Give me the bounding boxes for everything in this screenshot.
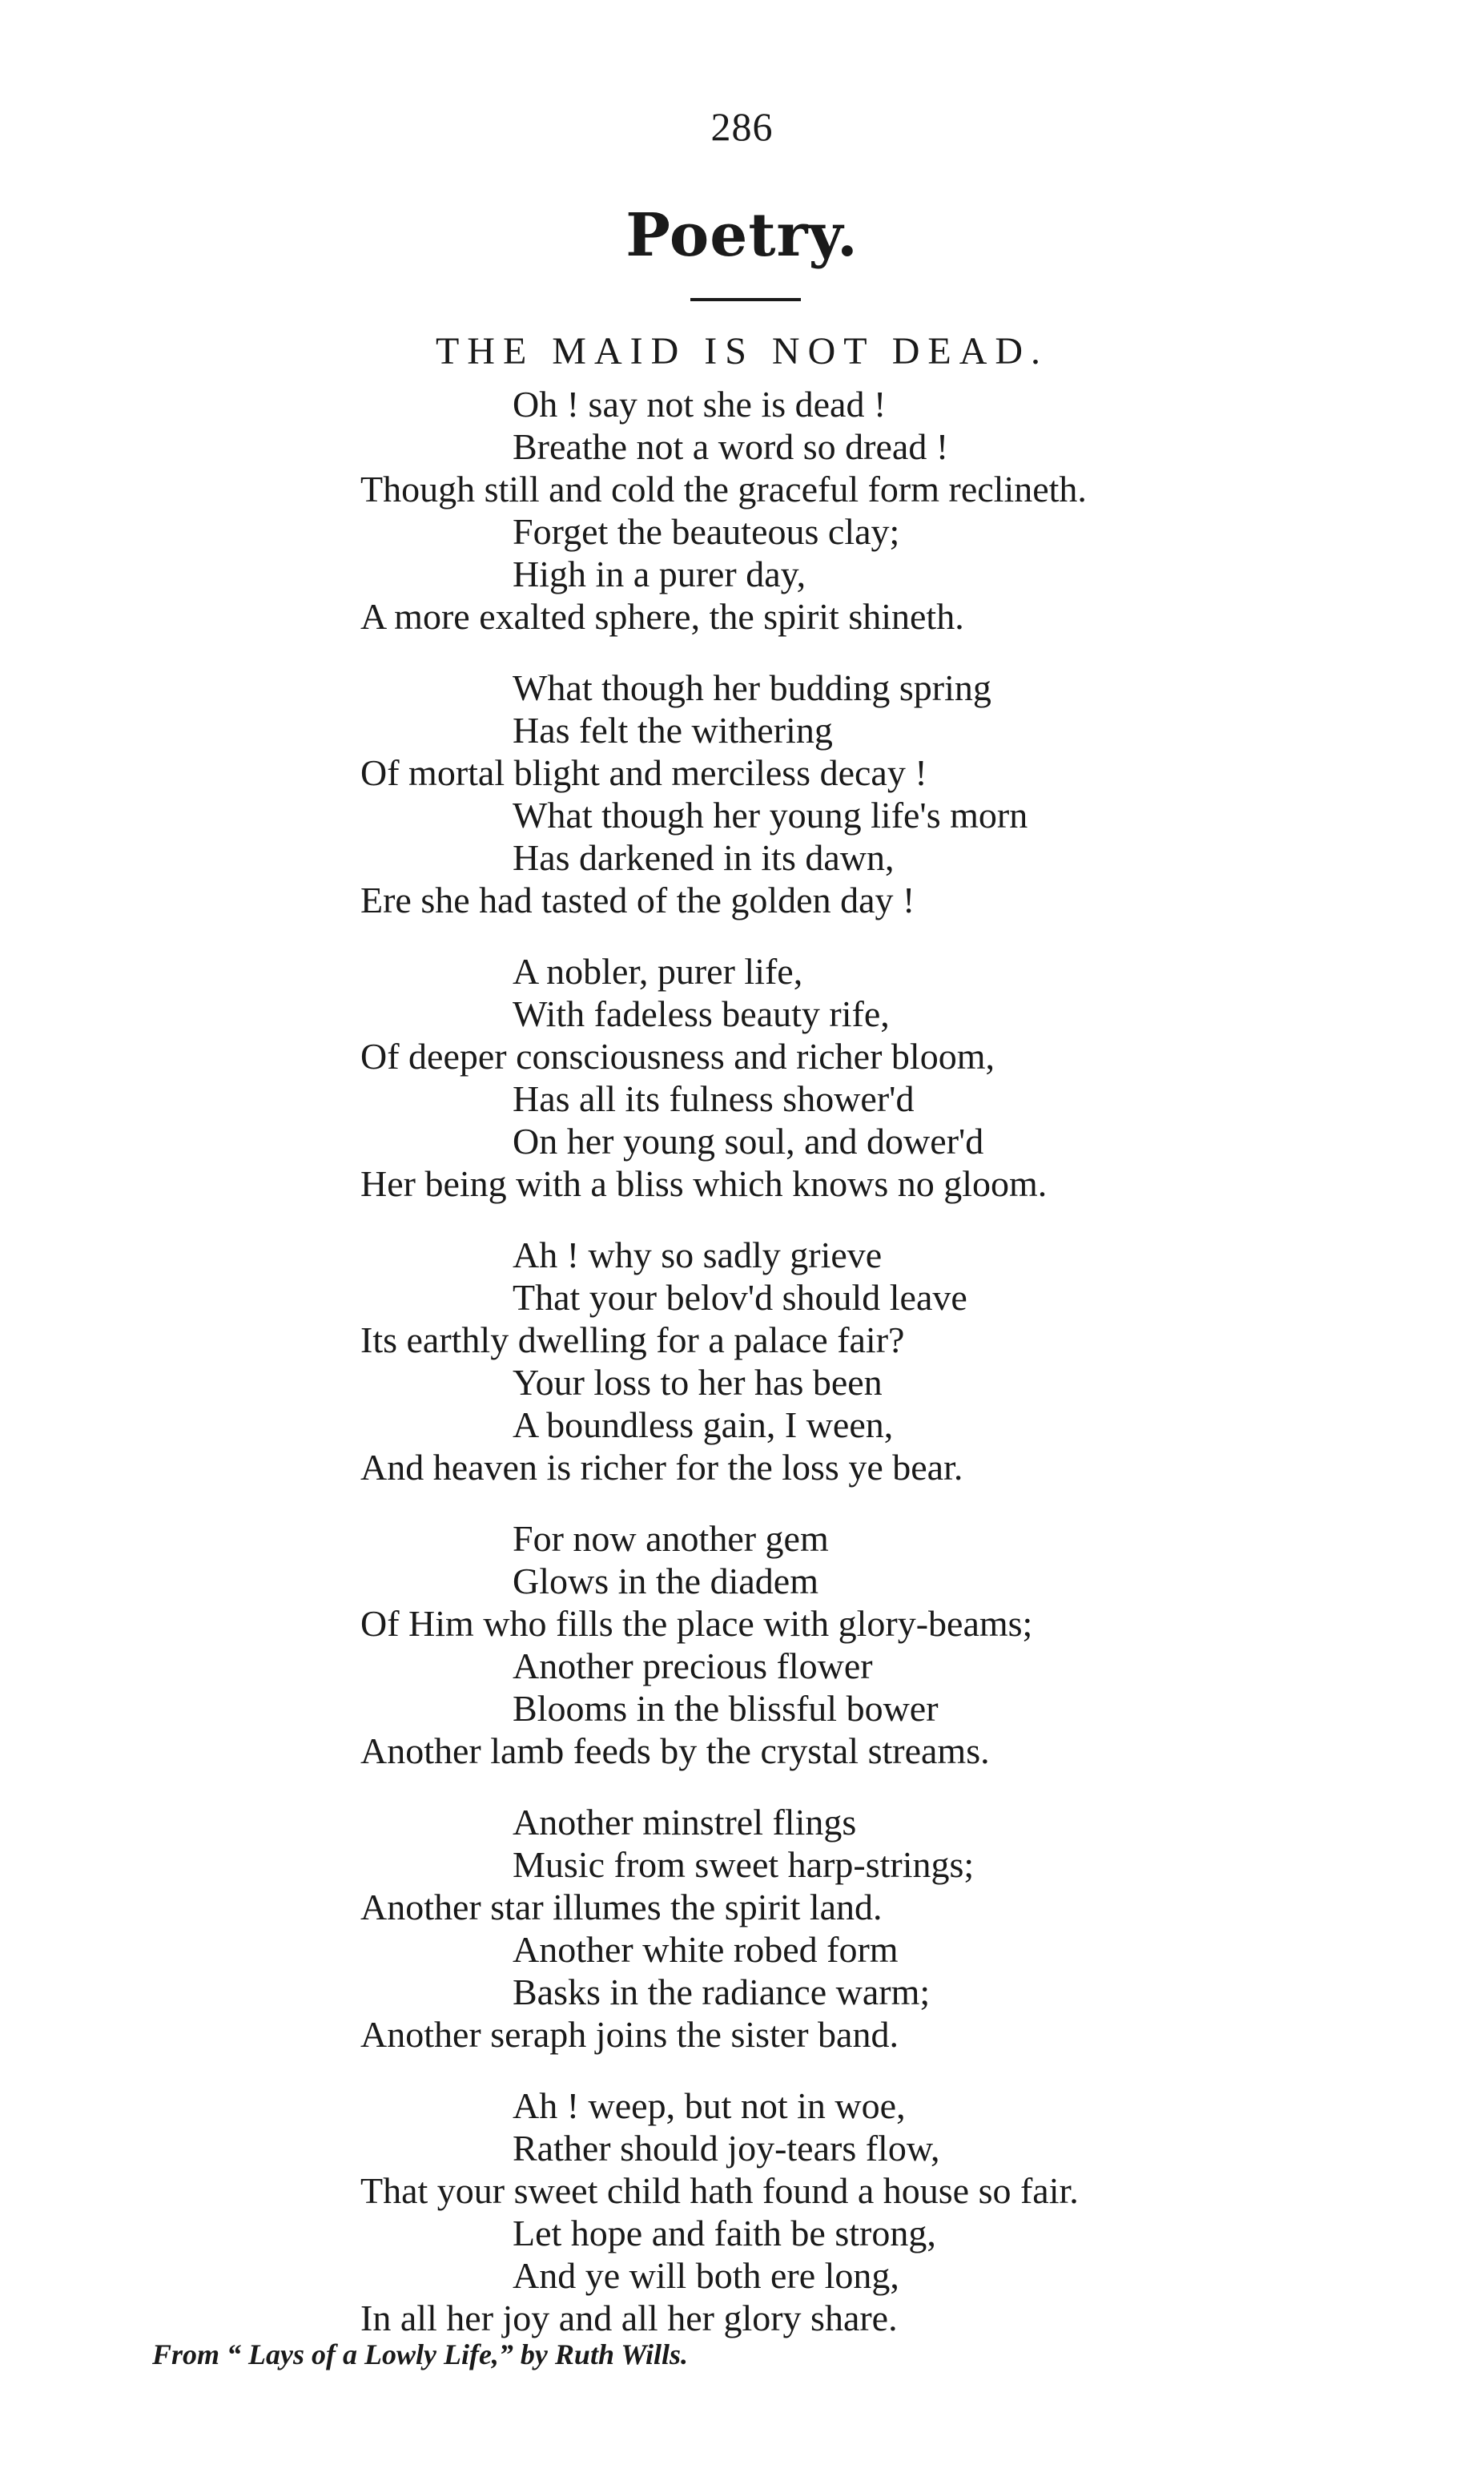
poem-line: Ah ! weep, but not in woe, <box>513 2085 906 2126</box>
poem-line: Another precious flower <box>513 1645 873 1686</box>
stanza-4 <box>0 1234 1484 1488</box>
poem-line: Of Him who fills the place with glory-beams; <box>360 1603 1033 1644</box>
poem-line: Blooms in the blissful bower <box>513 1688 939 1729</box>
poem-line: Of deeper consciousness and richer bloom, <box>360 1036 995 1077</box>
poem-line: Ah ! why so sadly grieve <box>513 1234 883 1275</box>
stanza-2 <box>0 667 1484 921</box>
poem-line: And ye will both ere long, <box>513 2255 899 2296</box>
poem-line: Another white robed form <box>513 1929 899 1970</box>
poem-line: Has all its fulness shower'd <box>513 1078 915 1119</box>
section-title: Poetry. <box>625 201 859 270</box>
poem-line: Another star illumes the spirit land. <box>360 1887 883 1927</box>
poem-line: That your sweet child hath found a house so fair. <box>360 2170 1079 2211</box>
poem-line: A more exalted sphere, the spirit shineth. <box>360 596 964 637</box>
poem-line: Though still and cold the graceful form reclineth. <box>360 469 1087 509</box>
poem-line: Its earthly dwelling for a palace fair? <box>360 1319 905 1360</box>
poem-line: With fadeless beauty rife, <box>513 993 890 1034</box>
poem-line: Another minstrel flings <box>513 1802 857 1843</box>
poem-title: THE MAID IS NOT DEAD. <box>435 330 1049 373</box>
stanza-1 <box>0 383 1484 638</box>
poem-line: What though her budding spring <box>513 667 991 708</box>
poem-line: Forget the beauteous clay; <box>513 511 900 552</box>
poem-line: What though her young life's morn <box>513 795 1028 836</box>
poem-line: Her being with a bliss which knows no gloom. <box>360 1163 1048 1204</box>
poem-line: On her young soul, and dower'd <box>513 1121 984 1162</box>
poem-line: High in a purer day, <box>513 554 806 594</box>
poem-line: A nobler, purer life, <box>513 951 803 992</box>
poem-line: And heaven is richer for the loss ye bear. <box>360 1447 963 1488</box>
poem-line: That your belov'd should leave <box>513 1277 967 1318</box>
stanza-5 <box>0 1517 1484 1772</box>
poem-line: Oh ! say not she is dead ! <box>513 384 887 425</box>
poem-line: Music from sweet harp-strings; <box>513 1844 975 1885</box>
poem-line: Another lamb feeds by the crystal streams. <box>360 1730 990 1771</box>
poem-line: Your loss to her has been <box>513 1362 883 1403</box>
poem-line: Has darkened in its dawn, <box>513 837 895 878</box>
stanza-6 <box>0 1801 1484 2056</box>
poem-body <box>0 383 1484 2368</box>
poem-line: Ere she had tasted of the golden day ! <box>360 880 915 920</box>
poem-line: Glows in the diadem <box>513 1561 818 1601</box>
poem-line: Breathe not a word so dread ! <box>513 426 949 467</box>
stanza-3 <box>0 950 1484 1205</box>
poem-line: In all her joy and all her glory share. <box>360 2298 898 2338</box>
poem-line: For now another gem <box>513 1518 829 1559</box>
poem-line: Rather should joy-tears flow, <box>513 2128 940 2169</box>
poem-line: Another seraph joins the sister band. <box>360 2014 899 2055</box>
poem-line: Basks in the radiance warm; <box>513 1971 931 2012</box>
page-number: 286 <box>710 104 774 149</box>
poem-line: Of mortal blight and merciless decay ! <box>360 752 927 793</box>
poem-line: Has felt the withering <box>513 710 833 751</box>
poem-line: Let hope and faith be strong, <box>513 2213 936 2253</box>
attribution: From “ Lays of a Lowly Life,” by Ruth Wills. <box>152 2338 689 2370</box>
stanza-7 <box>0 2084 1484 2339</box>
title-divider <box>690 298 801 301</box>
poem-line: A boundless gain, I ween, <box>513 1404 894 1445</box>
